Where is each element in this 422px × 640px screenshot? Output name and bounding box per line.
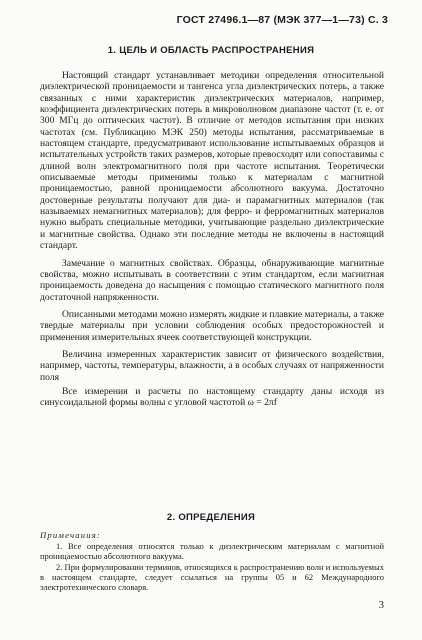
section-2	[0, 512, 422, 523]
notes-title: Примечания:	[40, 530, 101, 540]
section-1	[0, 45, 422, 56]
section-1-body	[40, 70, 384, 415]
paragraph-methods: Описанными методами можно измерять жидкие и плавкие материалы, а также твердые материалы при условии соблюдения особых предосторожностей и применения измерительных ячеек соответствующей конструкции.	[40, 308, 384, 343]
note-item: 2. При формулировании терминов, относящихся к распространению волн и используемых в настоящем стандарте, следует ссылаться на группы 05 и 62 Международного электротехнического словаря.	[40, 562, 384, 592]
notes-block	[40, 530, 384, 593]
page-number: 3	[378, 600, 384, 611]
paragraph-scope: Настоящий стандарт устанавливает методики определения относительной диэлектрической проницаемости и тангенса угла диэлектрических потерь, а также связанных с ними характеристик диэлектрических материалов, например, коэффициента диэлектрических потерь в микроволновом диапазоне частот (т. е. от 300 МГц до оптических частот). В отличие от методов испытания при низких частотах (см. Публикацию МЭК 250) методы испытания, рассматриваемые в настоящем стандарте, предусматривают использование испытываемых образцов и испытательных устройств таких размеров, которые превосходят или сопоставимы с длиной волн электромагнитного поля при частоте испытания. Теоретически описываемые методы применимы только к материалам с магнитной проницаемостью, равной проницаемости абсолютного вакуума. Достаточно достоверные результаты получают для диа- и парамагнитных материалов (так называемых немагнитных материалов); для ферро- и ферромагнитных материалов нужно выбрать специальные методики, учитывающие раздельно диэлектрические и магнитные свойства. Однако эти последние методы не включены в настоящий стандарт.	[40, 70, 384, 252]
paragraph-calculations: Все измерения и расчеты по настоящему стандарту даны исходя из синусоидальной формы волны с угловой частотой ω = 2πf	[40, 385, 384, 409]
paragraph-influence: Величина измеренных характеристик зависит от физического воздействия, например, частоты, температуры, влажности, а в особых случаях от напряженности поля	[40, 348, 384, 383]
page-header: ГОСТ 27496.1—87 (МЭК 377—1—73) С. 3	[176, 14, 388, 26]
note-item: 1. Все определения относятся только к диэлектрическим материалам с магнитной проницаемостью абсолютного вакуума.	[40, 541, 384, 561]
section-title-purpose: 1. ЦЕЛЬ И ОБЛАСТЬ РАСПРОСТРАНЕНИЯ	[107, 45, 315, 56]
paragraph-magnetic-note: Замечание о магнитных свойствах. Образцы, обнаруживающие магнитные свойства, можно испытывать в соответствии с этим стандартом, если магнитная проницаемость доведена до насыщения с помощью статического магнитного поля достаточной напряженности.	[40, 257, 384, 303]
section-title-definitions: 2. ОПРЕДЕЛЕНИЯ	[166, 512, 256, 523]
